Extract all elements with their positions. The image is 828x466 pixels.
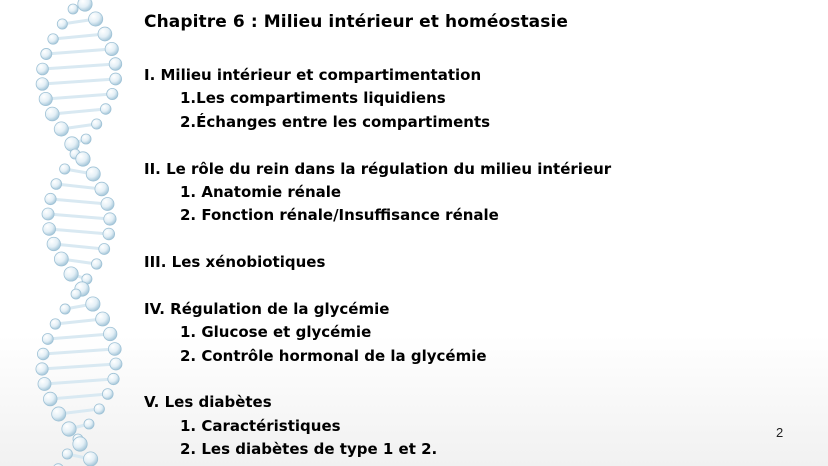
page-number: 2 xyxy=(776,425,784,440)
page-title: Chapitre 6 : Milieu intérieur et homéostasie xyxy=(144,12,569,32)
list-item: 2.Échanges entre les compartiments xyxy=(180,112,491,131)
list-item: 1. Glucose et glycémie xyxy=(180,323,372,342)
section-heading: I. Milieu intérieur et compartimentation xyxy=(144,66,482,84)
section-heading: IV. Régulation de la glycémie xyxy=(144,299,390,318)
list-item: 1. Anatomie rénale xyxy=(180,182,342,201)
list-item: 1.Les compartiments liquidiens xyxy=(180,89,446,108)
list-item: 2. Fonction rénale/Insuffisance rénale xyxy=(180,206,499,225)
outline xyxy=(144,64,744,462)
list-item: 1. Caractéristiques xyxy=(180,416,341,435)
section-heading: II. Le rôle du rein dans la régulation du milieu intérieur xyxy=(144,159,612,178)
list-item: 2. Les diabètes de type 1 et 2. xyxy=(180,440,438,459)
section-heading: III. Les xénobiotiques xyxy=(144,253,326,272)
section-heading: V. Les diabètes xyxy=(144,393,272,412)
dna-helix-icon xyxy=(0,0,140,466)
list-item: 2. Contrôle hormonal de la glycémie xyxy=(180,346,487,365)
